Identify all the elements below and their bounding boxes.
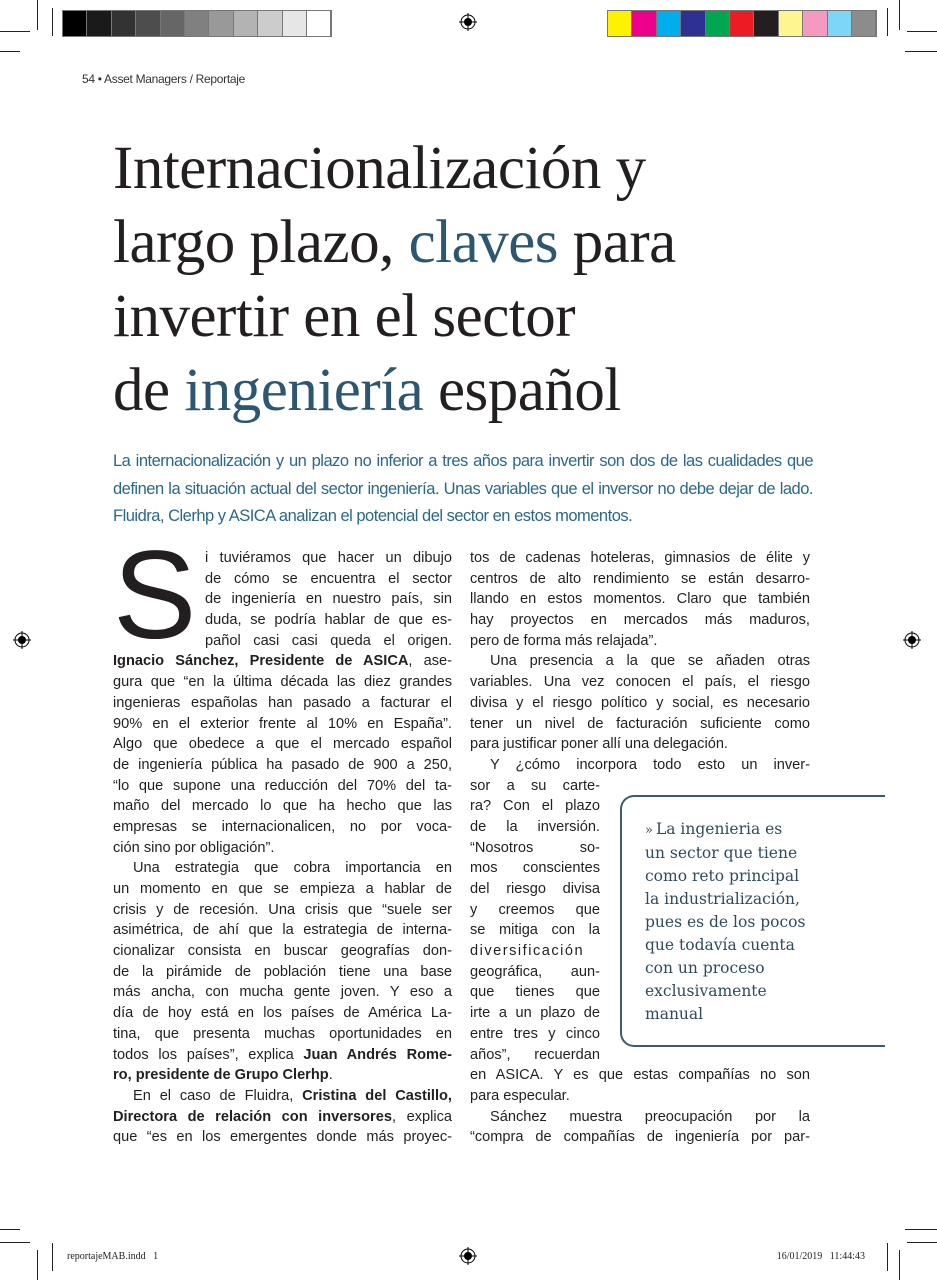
pull-quote-line bbox=[645, 1003, 805, 1026]
text-run: ción sino por obligación”. bbox=[113, 839, 275, 856]
text-run: i tuviéramos que hacer un dibujo bbox=[205, 550, 452, 566]
text-line bbox=[113, 693, 452, 714]
text-run: en ASICA. Y es que estas compañías no son bbox=[470, 1067, 810, 1084]
text-run: mos conscientes bbox=[470, 860, 600, 877]
text-line bbox=[470, 548, 810, 569]
text-run: gura que “en la última década las diez grandes bbox=[113, 674, 452, 691]
text-run: 90% en el exterior frente al 10% en España”. bbox=[113, 715, 452, 732]
text-line bbox=[205, 589, 452, 610]
text-line bbox=[470, 982, 600, 1003]
text-line bbox=[470, 672, 810, 693]
text-run: geográfica, aun- bbox=[470, 963, 600, 980]
color-swatch bbox=[161, 11, 185, 36]
pull-quote bbox=[645, 818, 805, 1026]
quote-mark-icon: » bbox=[645, 823, 653, 838]
text-run: tener un nivel de facturación suficiente como bbox=[470, 715, 810, 732]
text-line bbox=[113, 1045, 452, 1066]
text-line bbox=[113, 900, 452, 921]
text-run: Sánchez muestra preocupación por la bbox=[490, 1108, 810, 1125]
pull-quote-text: exclusivamente bbox=[645, 982, 767, 1000]
text-run: . bbox=[328, 1067, 333, 1084]
text-line bbox=[113, 1107, 452, 1128]
color-swatch bbox=[681, 11, 705, 36]
color-swatch bbox=[258, 11, 282, 36]
color-swatch bbox=[852, 11, 876, 36]
registration-mark-icon bbox=[459, 1247, 477, 1265]
text-line bbox=[470, 693, 810, 714]
text-run: Y ¿cómo incorpora todo esto un inver- bbox=[490, 756, 810, 773]
standfirst-line: Fluidra, Clerhp y ASICA analizan el potencial del sector en estos momentos. bbox=[113, 507, 633, 525]
text-run: , explica bbox=[391, 1108, 452, 1125]
bold-name: Directora de relación con inversores bbox=[113, 1108, 392, 1125]
text-line bbox=[470, 610, 810, 631]
text-line bbox=[113, 1086, 452, 1107]
color-swatch bbox=[754, 11, 778, 36]
crop-mark bbox=[899, 1250, 900, 1280]
text-line bbox=[470, 651, 810, 672]
text-line bbox=[470, 1024, 600, 1045]
text-run: que “es en los emergentes donde más proyec- bbox=[113, 1129, 452, 1146]
pull-quote-text: pues es de los pocos bbox=[645, 913, 806, 931]
text-line bbox=[470, 900, 600, 921]
color-swatch bbox=[185, 11, 209, 36]
text-line bbox=[470, 776, 600, 797]
text-line bbox=[470, 569, 810, 590]
headline-highlight: claves bbox=[408, 209, 559, 276]
text-line bbox=[470, 755, 810, 776]
text-line bbox=[470, 1065, 810, 1086]
text-line bbox=[113, 755, 452, 776]
text-line bbox=[470, 1107, 810, 1128]
text-run: se mitiga con la bbox=[470, 922, 600, 939]
color-swatch bbox=[803, 11, 827, 36]
text-run: entre tres y cinco bbox=[470, 1025, 600, 1042]
standfirst-line: definen la situación actual del sector ingeniería. Unas variables que el inversor no debe dejar de lado. bbox=[113, 479, 813, 498]
text-line bbox=[470, 962, 600, 983]
text-line bbox=[470, 1127, 810, 1148]
color-swatch bbox=[112, 11, 136, 36]
text-line bbox=[113, 1024, 452, 1045]
text-line bbox=[113, 879, 452, 900]
text-run: tos de cadenas hoteleras, gimnasios de élite y bbox=[470, 550, 810, 566]
crop-mark bbox=[0, 51, 20, 52]
text-line bbox=[470, 1045, 600, 1066]
crop-mark bbox=[907, 1242, 937, 1243]
color-swatch bbox=[136, 11, 160, 36]
pull-quote-line bbox=[645, 818, 805, 842]
crop-mark bbox=[887, 8, 888, 36]
text-run: para justificar poner allí una delegación. bbox=[470, 736, 728, 753]
headline-line: Internacionalización y bbox=[113, 135, 646, 202]
text-line bbox=[470, 589, 810, 610]
body-column-1 bbox=[113, 548, 452, 1148]
text-line bbox=[113, 651, 452, 672]
text-run: años”, recuerdan bbox=[470, 1046, 600, 1063]
text-line bbox=[113, 962, 452, 983]
pull-quote-line bbox=[645, 911, 805, 934]
grayscale-color-bar bbox=[62, 10, 332, 37]
crop-mark bbox=[905, 1229, 937, 1230]
crop-mark bbox=[907, 31, 937, 32]
text-line bbox=[113, 941, 452, 962]
color-swatch bbox=[632, 11, 656, 36]
text-line bbox=[470, 817, 600, 838]
text-run: “compra de compañías de ingeniería por par- bbox=[470, 1129, 810, 1146]
pull-quote-text: como reto principal bbox=[645, 867, 800, 885]
text-line bbox=[470, 941, 600, 962]
text-run: diversificación bbox=[470, 943, 585, 960]
crop-mark bbox=[0, 1242, 30, 1243]
pull-quote-line bbox=[645, 934, 805, 957]
text-run: Algo que obedece a que el mercado español bbox=[113, 736, 452, 753]
drop-cap: S bbox=[113, 544, 197, 648]
text-line bbox=[113, 982, 452, 1003]
text-run: del riesgo divisa bbox=[470, 881, 600, 897]
pull-quote-text: con un proceso bbox=[645, 959, 765, 977]
text-run: , ase- bbox=[408, 653, 453, 670]
crop-mark bbox=[899, 0, 900, 30]
color-swatch bbox=[657, 11, 681, 36]
text-line bbox=[205, 631, 452, 652]
text-run: ingenieras españolas han pasado a facturar el bbox=[113, 694, 452, 711]
slug-filename: reportajeMAB.indd 1 bbox=[67, 1251, 159, 1262]
text-line bbox=[113, 672, 452, 693]
slug-timestamp: 16/01/2019 11:44:43 bbox=[776, 1251, 865, 1262]
crop-mark bbox=[52, 8, 53, 36]
color-swatch bbox=[63, 11, 87, 36]
text-run: tina, que presenta muchas oportunidades en bbox=[113, 1025, 452, 1042]
text-line bbox=[113, 817, 452, 838]
pull-quote-line bbox=[645, 842, 805, 865]
text-run: pañol casi casi queda el origen. bbox=[205, 632, 452, 649]
text-run: de ingeniería en nuestro país, sin bbox=[205, 591, 452, 608]
text-line bbox=[113, 734, 452, 755]
text-run: asimétrica, de ahí que la estrategia de interna- bbox=[113, 922, 452, 939]
text-run: y creemos que bbox=[470, 901, 600, 918]
text-run: “Nosotros so- bbox=[470, 839, 600, 856]
text-run: hay proyectos en mercados más maduros, bbox=[470, 612, 810, 629]
text-run: todos los países”, explica bbox=[113, 1046, 304, 1063]
text-run: divisa y el riesgo político y social, es necesario bbox=[470, 694, 810, 711]
text-run: maño del mercado lo que ha hecho que las bbox=[113, 798, 452, 815]
pull-quote-text: un sector que tiene bbox=[645, 844, 798, 862]
text-run: de la inversión. bbox=[470, 818, 600, 835]
text-run: centros de alto rendimiento se están desarro- bbox=[470, 570, 810, 587]
text-run: “lo que supone una reducción del 70% del ta- bbox=[113, 777, 452, 794]
crop-mark bbox=[37, 0, 38, 30]
headline-line: invertir en el sector bbox=[113, 283, 576, 350]
text-line bbox=[205, 569, 452, 590]
text-run: día de hoy está en los países de América La- bbox=[113, 1005, 452, 1022]
text-line bbox=[470, 838, 600, 859]
standfirst-line: La internacionalización y un plazo no inferior a tres años para invertir son dos de las cualidades que bbox=[113, 452, 813, 470]
text-run: pero de forma más relajada”. bbox=[470, 632, 658, 649]
headline-text: para bbox=[558, 209, 676, 276]
text-line bbox=[470, 734, 810, 755]
headline-text: español bbox=[423, 357, 621, 424]
text-run: variables. Una vez conocen el país, el riesgo bbox=[470, 674, 810, 691]
color-swatch bbox=[608, 11, 632, 36]
text-run: duda, se podría hablar de que es- bbox=[205, 612, 452, 629]
text-run: irte a un plazo de bbox=[470, 1005, 600, 1022]
crop-mark bbox=[887, 1243, 888, 1271]
pull-quote-line bbox=[645, 980, 805, 1003]
bold-name: Ignacio Sánchez, Presidente de ASICA bbox=[113, 653, 409, 670]
text-run: En el caso de Fluidra, bbox=[133, 1087, 303, 1104]
headline-text: largo plazo, bbox=[113, 209, 409, 276]
cmyk-color-bar bbox=[607, 10, 877, 37]
pull-quote-text: manual bbox=[645, 1005, 704, 1023]
pull-quote-line bbox=[645, 957, 805, 980]
text-run: que tienes que bbox=[470, 984, 600, 1001]
text-line bbox=[113, 838, 452, 859]
color-swatch bbox=[706, 11, 730, 36]
pull-quote-text: La ingenieria es bbox=[655, 820, 783, 838]
text-run: Una presencia a la que se añaden otras bbox=[490, 653, 810, 670]
headline-highlight: ingeniería bbox=[184, 357, 424, 424]
text-run: para especular. bbox=[470, 1087, 570, 1104]
text-line bbox=[113, 1003, 452, 1024]
crop-mark bbox=[37, 1250, 38, 1280]
crop-mark bbox=[0, 31, 30, 32]
bold-name: ro, presidente de Grupo Clerhp bbox=[113, 1067, 329, 1084]
standfirst bbox=[113, 448, 813, 531]
text-line bbox=[113, 920, 452, 941]
color-swatch bbox=[307, 11, 331, 36]
text-line bbox=[113, 1065, 452, 1086]
text-line bbox=[113, 858, 452, 879]
pull-quote-line bbox=[645, 888, 805, 911]
color-swatch bbox=[234, 11, 258, 36]
text-run: Una estrategia que cobra importancia en bbox=[133, 860, 452, 877]
bold-name: Cristina del Castillo, bbox=[302, 1087, 452, 1104]
pull-quote-text: la industrialización, bbox=[645, 890, 800, 908]
text-run: de la pirámide de población tiene una base bbox=[113, 963, 452, 980]
running-head: 54 • Asset Managers / Reportaje bbox=[82, 72, 245, 86]
crop-mark bbox=[905, 51, 937, 52]
text-line bbox=[470, 920, 600, 941]
text-run: sor a su carte- bbox=[470, 777, 600, 794]
text-line bbox=[470, 858, 600, 879]
text-line bbox=[470, 1003, 600, 1024]
text-run: crisis y de recesión. Una crisis que “suele ser bbox=[113, 901, 452, 918]
text-line bbox=[113, 714, 452, 735]
text-line bbox=[205, 548, 452, 569]
text-line bbox=[113, 796, 452, 817]
text-run: empresas se internacionalicen, no por voca- bbox=[113, 818, 452, 835]
headline-text: de bbox=[113, 357, 185, 424]
text-run: de cómo se encuentra el sector bbox=[205, 570, 452, 587]
color-swatch bbox=[87, 11, 111, 36]
text-line bbox=[205, 610, 452, 631]
text-run: de ingeniería pública ha pasado de 900 a 250, bbox=[113, 756, 452, 773]
headline bbox=[113, 132, 676, 428]
crop-mark bbox=[0, 1229, 20, 1230]
text-line bbox=[470, 796, 600, 817]
text-run: ra? Con el plazo bbox=[470, 798, 600, 815]
text-run: llando en estos momentos. Claro que también bbox=[470, 591, 810, 608]
bold-name: Juan Andrés Rome- bbox=[303, 1046, 452, 1063]
registration-mark-icon bbox=[459, 13, 477, 31]
text-line bbox=[113, 776, 452, 797]
text-line bbox=[470, 879, 600, 900]
color-swatch bbox=[209, 11, 233, 36]
text-run: un momento en que se empieza a hablar de bbox=[113, 881, 452, 897]
pull-quote-line bbox=[645, 865, 805, 888]
color-swatch bbox=[828, 11, 852, 36]
text-line bbox=[470, 1086, 810, 1107]
color-swatch bbox=[730, 11, 754, 36]
registration-mark-icon bbox=[13, 631, 31, 649]
pull-quote-text: que todavía cuenta bbox=[645, 936, 795, 954]
text-line bbox=[470, 631, 810, 652]
color-swatch bbox=[779, 11, 803, 36]
text-run: cionalizar consista en buscar geografías don- bbox=[113, 943, 452, 960]
color-swatch bbox=[283, 11, 307, 36]
crop-mark bbox=[52, 1243, 53, 1271]
registration-mark-icon bbox=[903, 631, 921, 649]
text-line bbox=[113, 1127, 452, 1148]
text-line bbox=[470, 714, 810, 735]
text-run: más ancha, con mucha gente joven. Y eso a bbox=[113, 984, 452, 1001]
